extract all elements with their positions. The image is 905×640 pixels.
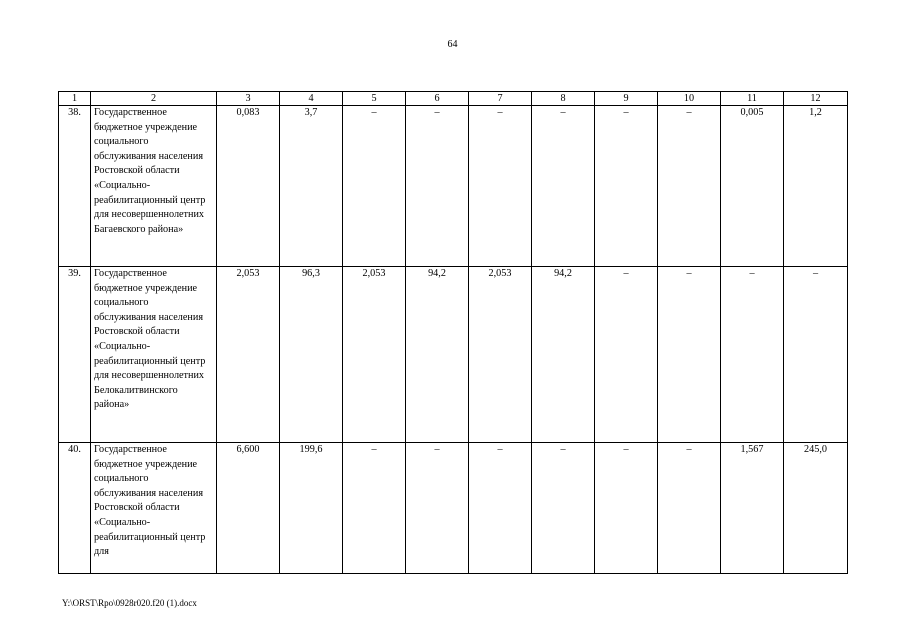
- institution-name: Государственное бюджетное учреждение социального обслуживания населения Ростовской области «Социально-реабилитационный центр для несовершеннолетних Багаевского района»: [91, 106, 217, 267]
- column-header: 7: [469, 92, 532, 106]
- value-cell: 6,600: [217, 443, 280, 574]
- footer-file-path: Y:\ORST\Rpo\0928r020.f20 (1).docx: [62, 598, 197, 608]
- value-cell: 1,567: [721, 443, 784, 574]
- column-header: 12: [784, 92, 848, 106]
- value-cell: 2,053: [343, 267, 406, 443]
- data-table: [58, 91, 848, 574]
- column-header: 11: [721, 92, 784, 106]
- table-header-row: [59, 92, 848, 106]
- value-cell: 96,3: [280, 267, 343, 443]
- table-row: [59, 106, 848, 267]
- table-row: [59, 267, 848, 443]
- value-cell: –: [658, 106, 721, 267]
- column-header: 3: [217, 92, 280, 106]
- value-cell: –: [406, 106, 469, 267]
- value-cell: 0,005: [721, 106, 784, 267]
- column-header: 6: [406, 92, 469, 106]
- value-cell: 0,083: [217, 106, 280, 267]
- value-cell: –: [406, 443, 469, 574]
- column-header: 4: [280, 92, 343, 106]
- row-number: 39.: [59, 267, 91, 443]
- value-cell: –: [343, 106, 406, 267]
- value-cell: 1,2: [784, 106, 848, 267]
- page-number: 64: [447, 39, 458, 50]
- value-cell: 3,7: [280, 106, 343, 267]
- value-cell: –: [469, 106, 532, 267]
- row-number: 38.: [59, 106, 91, 267]
- column-header: 8: [532, 92, 595, 106]
- institution-name: Государственное бюджетное учреждение социального обслуживания населения Ростовской области «Социально-реабилитационный центр для несовершеннолетних Белокалитвинского района»: [91, 267, 217, 443]
- value-cell: –: [658, 267, 721, 443]
- row-number: 40.: [59, 443, 91, 574]
- value-cell: –: [658, 443, 721, 574]
- value-cell: 2,053: [469, 267, 532, 443]
- value-cell: 94,2: [406, 267, 469, 443]
- value-cell: –: [532, 106, 595, 267]
- value-cell: –: [595, 267, 658, 443]
- column-header: 10: [658, 92, 721, 106]
- institution-name: Государственное бюджетное учреждение социального обслуживания населения Ростовской области «Социально-реабилитационный центр для: [91, 443, 217, 574]
- value-cell: –: [532, 443, 595, 574]
- value-cell: –: [721, 267, 784, 443]
- value-cell: 245,0: [784, 443, 848, 574]
- column-header: 1: [59, 92, 91, 106]
- value-cell: 2,053: [217, 267, 280, 443]
- value-cell: –: [343, 443, 406, 574]
- value-cell: –: [469, 443, 532, 574]
- value-cell: –: [784, 267, 848, 443]
- value-cell: 94,2: [532, 267, 595, 443]
- table-row: [59, 443, 848, 574]
- value-cell: –: [595, 106, 658, 267]
- value-cell: –: [595, 443, 658, 574]
- column-header: 9: [595, 92, 658, 106]
- column-header: 5: [343, 92, 406, 106]
- column-header: 2: [91, 92, 217, 106]
- value-cell: 199,6: [280, 443, 343, 574]
